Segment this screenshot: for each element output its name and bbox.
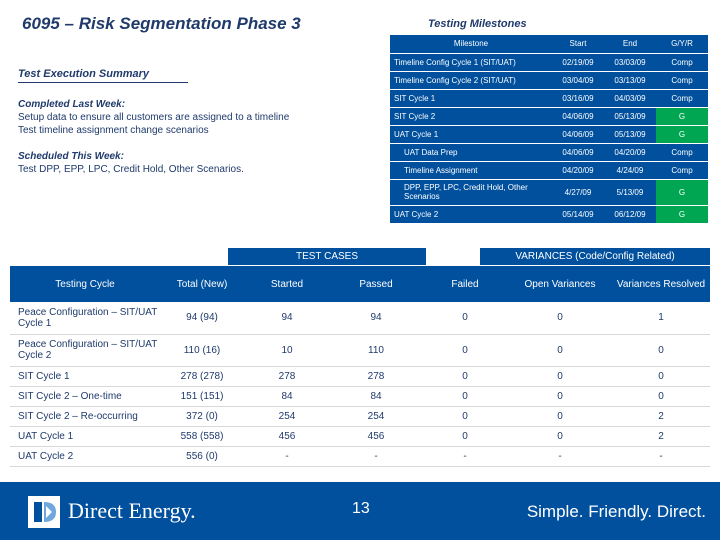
- passed-cell: 110: [330, 334, 422, 366]
- milestone-status-badge: Comp: [656, 53, 708, 71]
- total-cell: 558 (558): [160, 426, 244, 446]
- end-col-header: End: [604, 35, 656, 53]
- variances-resolved-cell: -: [612, 446, 710, 466]
- failed-cell: 0: [422, 366, 508, 386]
- failed-cell: 0: [422, 406, 508, 426]
- testing-cycle-cell: SIT Cycle 1: [10, 366, 160, 386]
- failed-cell: 0: [422, 302, 508, 334]
- variances-resolved-cell: 2: [612, 426, 710, 446]
- total-cell: 94 (94): [160, 302, 244, 334]
- testing-cycle-cell: Peace Configuration – SIT/UAT Cycle 2: [10, 334, 160, 366]
- milestone-row: [390, 125, 708, 143]
- started-cell: 10: [244, 334, 330, 366]
- variances-resolved-col-header: Variances Resolved: [612, 266, 710, 302]
- milestone-row: [390, 53, 708, 71]
- passed-col-header: Passed: [330, 266, 422, 302]
- total-cell: 110 (16): [160, 334, 244, 366]
- milestone-end: 06/12/09: [604, 205, 656, 223]
- started-cell: 254: [244, 406, 330, 426]
- milestone-status-badge: G: [656, 107, 708, 125]
- test-cases-group-header: TEST CASES: [228, 248, 426, 265]
- scheduled-heading: Scheduled This Week:: [18, 151, 124, 162]
- test-case-row: [10, 446, 710, 466]
- milestone-name: SIT Cycle 1: [390, 89, 552, 107]
- brand-name: Direct Energy.: [68, 498, 196, 523]
- testing-cycle-cell: Peace Configuration – SIT/UAT Cycle 1: [10, 302, 160, 334]
- total-cell: 151 (151): [160, 386, 244, 406]
- milestone-status-badge: Comp: [656, 143, 708, 161]
- milestones-header-row: [390, 35, 708, 53]
- variances-resolved-cell: 1: [612, 302, 710, 334]
- failed-cell: 0: [422, 426, 508, 446]
- open-variances-cell: 0: [508, 366, 612, 386]
- failed-cell: 0: [422, 334, 508, 366]
- footer-bar: [0, 482, 720, 540]
- milestones-title: Testing Milestones: [428, 18, 527, 30]
- started-cell: 94: [244, 302, 330, 334]
- variances-group-header: VARIANCES (Code/Config Related): [480, 248, 710, 265]
- passed-cell: 94: [330, 302, 422, 334]
- passed-cell: 456: [330, 426, 422, 446]
- milestone-end: 03/13/09: [604, 71, 656, 89]
- milestone-row: [390, 143, 708, 161]
- failed-col-header: Failed: [422, 266, 508, 302]
- test-cases-table: [10, 266, 710, 467]
- open-variances-col-header: Open Variances: [508, 266, 612, 302]
- testing-cycle-col-header: Testing Cycle: [10, 266, 160, 302]
- milestone-start: 03/16/09: [552, 89, 604, 107]
- open-variances-cell: 0: [508, 302, 612, 334]
- milestone-start: 4/27/09: [552, 179, 604, 205]
- failed-cell: -: [422, 446, 508, 466]
- completed-block: [18, 98, 353, 137]
- passed-cell: 254: [330, 406, 422, 426]
- started-cell: -: [244, 446, 330, 466]
- variances-resolved-cell: 0: [612, 366, 710, 386]
- completed-line: Test timeline assignment change scenarios: [18, 125, 209, 136]
- scheduled-line: Test DPP, EPP, LPC, Credit Hold, Other Scenarios.: [18, 164, 244, 175]
- open-variances-cell: 0: [508, 386, 612, 406]
- milestone-name: Timeline Assignment: [390, 161, 552, 179]
- direct-energy-logo-icon: [28, 496, 60, 528]
- milestone-start: 05/14/09: [552, 205, 604, 223]
- milestone-status-badge: G: [656, 125, 708, 143]
- failed-cell: 0: [422, 386, 508, 406]
- milestone-start: 03/04/09: [552, 71, 604, 89]
- page-title: 6095 – Risk Segmentation Phase 3: [22, 14, 301, 33]
- testing-cycle-cell: UAT Cycle 2: [10, 446, 160, 466]
- passed-cell: -: [330, 446, 422, 466]
- total-cell: 372 (0): [160, 406, 244, 426]
- passed-cell: 278: [330, 366, 422, 386]
- milestone-name: Timeline Config Cycle 1 (SIT/UAT): [390, 53, 552, 71]
- total-cell: 556 (0): [160, 446, 244, 466]
- scheduled-block: [18, 150, 353, 176]
- milestone-name: SIT Cycle 2: [390, 107, 552, 125]
- total-cell: 278 (278): [160, 366, 244, 386]
- milestone-status-badge: Comp: [656, 89, 708, 107]
- test-case-row: [10, 302, 710, 334]
- milestone-start: 04/06/09: [552, 143, 604, 161]
- milestone-row: [390, 89, 708, 107]
- milestone-start: 04/06/09: [552, 107, 604, 125]
- milestone-status-badge: G: [656, 179, 708, 205]
- exec-summary-rule: [18, 82, 188, 83]
- test-case-row: [10, 386, 710, 406]
- start-col-header: Start: [552, 35, 604, 53]
- started-cell: 84: [244, 386, 330, 406]
- milestone-start: 04/06/09: [552, 125, 604, 143]
- milestones-table: [390, 35, 708, 224]
- testing-cycle-cell: UAT Cycle 1: [10, 426, 160, 446]
- milestone-end: 04/03/09: [604, 89, 656, 107]
- milestone-end: 4/24/09: [604, 161, 656, 179]
- open-variances-cell: 0: [508, 426, 612, 446]
- milestone-end: 04/20/09: [604, 143, 656, 161]
- test-cases-header-row: [10, 266, 710, 302]
- testing-cycle-cell: SIT Cycle 2 – One-time: [10, 386, 160, 406]
- milestone-row: [390, 179, 708, 205]
- test-case-row: [10, 406, 710, 426]
- milestone-col-header: Milestone: [390, 35, 552, 53]
- milestone-name: UAT Cycle 1: [390, 125, 552, 143]
- milestone-status-badge: Comp: [656, 71, 708, 89]
- started-cell: 278: [244, 366, 330, 386]
- open-variances-cell: 0: [508, 406, 612, 426]
- milestone-status-badge: G: [656, 205, 708, 223]
- tagline: Simple. Friendly. Direct.: [526, 502, 706, 521]
- completed-line: Setup data to ensure all customers are assigned to a timeline: [18, 112, 290, 123]
- open-variances-cell: -: [508, 446, 612, 466]
- milestone-start: 02/19/09: [552, 53, 604, 71]
- milestone-name: DPP, EPP, LPC, Credit Hold, Other Scenarios: [390, 179, 552, 205]
- started-cell: 456: [244, 426, 330, 446]
- milestone-row: [390, 107, 708, 125]
- completed-heading: Completed Last Week:: [18, 99, 126, 110]
- test-case-row: [10, 334, 710, 366]
- testing-cycle-cell: SIT Cycle 2 – Re-occurring: [10, 406, 160, 426]
- milestone-row: [390, 71, 708, 89]
- exec-summary-heading: Test Execution Summary: [18, 68, 150, 80]
- status-col-header: G/Y/R: [656, 35, 708, 53]
- test-case-row: [10, 366, 710, 386]
- milestone-end: 5/13/09: [604, 179, 656, 205]
- milestone-name: Timeline Config Cycle 2 (SIT/UAT): [390, 71, 552, 89]
- passed-cell: 84: [330, 386, 422, 406]
- page-number: 13: [352, 500, 370, 517]
- milestone-status-badge: Comp: [656, 161, 708, 179]
- test-case-row: [10, 426, 710, 446]
- milestone-name: UAT Cycle 2: [390, 205, 552, 223]
- milestone-row: [390, 205, 708, 223]
- started-col-header: Started: [244, 266, 330, 302]
- variances-resolved-cell: 0: [612, 386, 710, 406]
- milestone-row: [390, 161, 708, 179]
- milestone-end: 03/03/09: [604, 53, 656, 71]
- open-variances-cell: 0: [508, 334, 612, 366]
- milestone-end: 05/13/09: [604, 107, 656, 125]
- variances-resolved-cell: 2: [612, 406, 710, 426]
- milestone-name: UAT Data Prep: [390, 143, 552, 161]
- variances-resolved-cell: 0: [612, 334, 710, 366]
- total-col-header: Total (New): [160, 266, 244, 302]
- milestone-start: 04/20/09: [552, 161, 604, 179]
- milestone-end: 05/13/09: [604, 125, 656, 143]
